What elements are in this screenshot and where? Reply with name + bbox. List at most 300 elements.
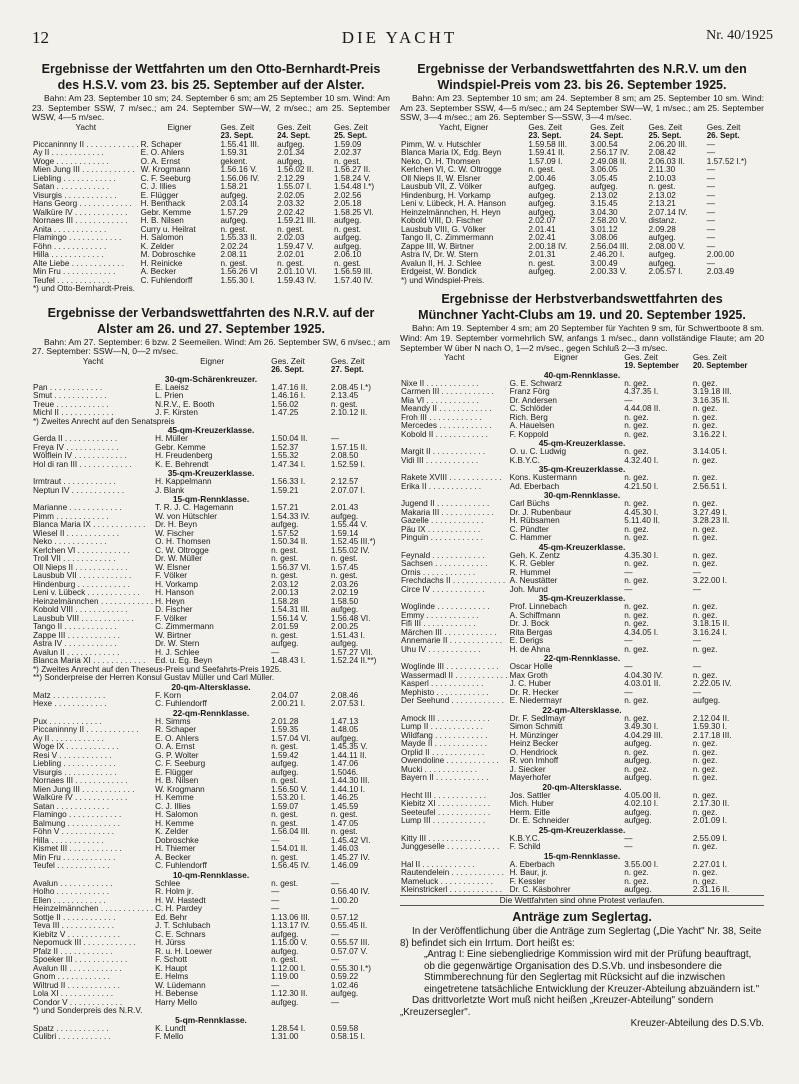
table-cell: 26. Sept.	[271, 366, 305, 375]
table-row	[32, 700, 390, 709]
table-cell: W. Lüdemann	[155, 981, 206, 990]
table-cell: Dr. W. Müller	[155, 555, 202, 564]
table-cell: 2.08.45 I.*)	[330, 383, 371, 392]
table-row	[32, 166, 390, 175]
table-cell: 4.45.30 I.	[624, 508, 659, 517]
table-cell: aufgeg.	[334, 234, 362, 243]
table-cell: Wiltrud II . . . . . . . . . . . .	[33, 981, 120, 990]
table-cell: 1.47.16 II.	[271, 383, 308, 392]
table-cell: K. Zelder	[155, 828, 189, 837]
table-row	[400, 217, 764, 226]
table-row	[32, 444, 390, 453]
table-cell: Neko . . . . . . . . . . . .	[33, 538, 107, 547]
table-row	[32, 478, 390, 487]
table-cell	[400, 132, 527, 141]
table-row	[400, 500, 764, 509]
table-cell: —	[692, 663, 702, 672]
table-row	[32, 735, 390, 744]
table-cell: E. Flügger	[140, 191, 179, 200]
table-cell: Ellen . . . . . . . . . . . .	[33, 896, 106, 905]
table-cell: n. gez.	[692, 603, 718, 612]
table-cell: F. Mello	[155, 1033, 184, 1042]
table-cell: 4.35.30 I.	[624, 551, 659, 560]
table-cell: Dr. R. Hecker	[509, 688, 559, 697]
table-cell: Carl Büchs	[509, 500, 550, 509]
table-cell: 1.12.30 II.	[271, 990, 308, 999]
table-cell: Woglinde III . . . . . . . . . . . .	[401, 663, 499, 672]
table-cell: n. gez.	[692, 645, 718, 654]
table-cell: —	[330, 905, 340, 914]
table-cell: 1.52.45 III.*)	[330, 538, 376, 547]
table-cell: 4.04.30 IV.	[624, 671, 664, 680]
table-cell: 2.03.14	[220, 200, 248, 209]
table-cell: Jugend II . . . . . . . . . . . .	[401, 500, 490, 509]
table-cell: 1.56.33 I.	[271, 478, 306, 487]
table-cell: 1.44.11 II.	[330, 751, 367, 760]
table-cell: —	[706, 208, 715, 217]
obp-heading-1: Ergebnisse der Wettfahrten um den Otto-Bernhardt-Preis	[41, 62, 381, 76]
table-row	[400, 175, 764, 184]
table-cell: Seeteufel . . . . . . . . . . . .	[401, 808, 491, 817]
table-cell: Heinz Becker	[509, 740, 559, 749]
table-cell: 2.02.07	[528, 217, 556, 226]
table-cell: 2.03.12	[271, 580, 299, 589]
table-row	[32, 811, 390, 820]
table-cell: 2.03.32	[277, 200, 305, 209]
table-cell: Oscar Holle	[509, 663, 553, 672]
class-subheading-text: 25-qm-Kreuzerklasse.	[538, 825, 626, 835]
table-cell: Visurgis . . . . . . . . . . . .	[33, 191, 117, 200]
table-cell: —	[271, 888, 280, 897]
table-header	[32, 123, 390, 132]
table-cell: —	[692, 688, 702, 697]
table-cell: E. O. Ahlers	[140, 149, 185, 158]
table-row	[400, 517, 764, 526]
table-cell: 2.01.10 VI.	[277, 268, 317, 277]
table-row	[400, 448, 764, 457]
class-subheading-text: 20-qm-Altersklasse.	[542, 782, 622, 792]
table-cell: 1.54.01 II.	[271, 845, 308, 854]
table-cell: 1.55.33 II.	[220, 234, 257, 243]
table-row	[32, 905, 390, 914]
table-cell	[32, 132, 140, 141]
table-cell: —	[330, 435, 340, 444]
table-cell: 24. Sept.	[277, 132, 311, 141]
table-footnote-text: *) und Windspiel-Preis.	[401, 276, 485, 285]
table-cell: aufgeg.	[590, 183, 618, 192]
table-cell: n. gez.	[624, 765, 649, 774]
table-cell: K. Haupt	[155, 964, 187, 973]
table-cell: Max Groth	[509, 671, 548, 680]
table-cell: n. gest.	[271, 956, 298, 965]
table-cell: F. Korn	[155, 691, 182, 700]
table-cell: 3.15.45	[590, 200, 618, 209]
table-footnote-text: *) und Sonderpreis des N.R.V.	[33, 1007, 143, 1016]
table-cell: n. gez.	[624, 748, 649, 757]
table-cell: n. gest.	[271, 879, 298, 888]
table-row	[32, 999, 390, 1008]
table-cell: n. gez.	[624, 645, 649, 654]
table-cell: n. gest.	[334, 225, 361, 234]
table-cell: 23. Sept.	[528, 132, 562, 141]
table-cell: 1.12.00 I.	[271, 964, 306, 973]
table-cell: Ed. u. Eg. Beyn	[155, 657, 213, 666]
table-cell: 1.52.37	[271, 443, 299, 452]
table-cell: 1.46.16 I.	[271, 392, 306, 401]
table-cell: Satan . . . . . . . . . . . .	[33, 183, 109, 192]
table-row	[400, 260, 764, 269]
table-cell: 1.52.59 I.	[330, 460, 366, 469]
class-subheading-text: 40-qm-Rennklasse.	[543, 370, 621, 380]
table-row	[400, 603, 764, 612]
table-cell: n. gest.	[330, 828, 358, 837]
table-cell: Lump III . . . . . . . . . . . .	[401, 817, 486, 826]
table-cell: aufgeg.	[271, 521, 299, 530]
table-cell: Flamingo . . . . . . . . . . . .	[33, 234, 122, 243]
table-row	[400, 251, 764, 260]
table-cell: n. gez.	[692, 456, 718, 465]
table-cell: F. Koppold	[509, 430, 549, 439]
table-cell: n. gez.	[692, 560, 718, 569]
table-cell: 2.55.09 I.	[692, 834, 727, 843]
class-subheading	[400, 783, 764, 792]
table-cell: W. Elsner	[155, 563, 191, 572]
table-cell: 0.58.15 I.	[330, 1033, 366, 1042]
protest-note	[400, 895, 764, 905]
table-cell: 0.55.45 II.	[330, 922, 368, 931]
table-cell: n. gest.	[271, 853, 298, 862]
table-cell: 3.22.00 I.	[692, 577, 727, 586]
table-cell: Astra IV, Dr. W. Stern	[401, 251, 479, 260]
table-cell: 2.02.24	[220, 242, 248, 251]
table-header	[400, 123, 764, 132]
table-header	[400, 353, 764, 362]
table-row	[400, 637, 764, 646]
table-cell: aufgeg.	[330, 990, 359, 999]
table-cell: 2.08.50	[330, 452, 359, 461]
table-cell: 2.00.21 I.	[271, 700, 306, 709]
table-cell: Simon Schmitt	[509, 723, 563, 732]
table-cell: Astra IV . . . . . . . . . . . .	[33, 640, 117, 649]
table-cell: Mayerhofer	[509, 774, 552, 783]
table-cell: 1.59.21	[271, 486, 299, 495]
table-cell: Michl II . . . . . . . . . . . .	[33, 409, 114, 418]
table-cell: 3.00.54	[590, 140, 618, 149]
table-cell: Ges. Zeit	[706, 123, 741, 133]
table-cell: 1.59.09	[334, 140, 362, 149]
table-cell: 1.56.37 VI.	[271, 563, 311, 572]
table-row	[32, 948, 390, 957]
magazine-title: DIE YACHT	[341, 28, 458, 47]
class-subheading	[400, 439, 764, 448]
table-row	[32, 141, 390, 150]
table-row	[32, 209, 390, 218]
table-cell: gekent.	[220, 157, 248, 166]
table-row	[400, 141, 764, 150]
table-cell: aufgeg.	[330, 734, 359, 743]
table-cell: aufgeg.	[624, 774, 652, 783]
table-row	[32, 268, 390, 277]
table-cell: n. gest.	[277, 259, 305, 268]
table-row	[400, 569, 764, 578]
class-subheading	[400, 491, 764, 500]
table-cell: Holho . . . . . . . . . . . .	[33, 888, 109, 897]
table-cell: E. Flügger	[155, 768, 193, 777]
table-row	[400, 749, 764, 758]
table-cell: Pimm, W. v. Hutschler	[401, 140, 481, 149]
class-subheading	[400, 654, 764, 663]
table-row	[32, 504, 390, 513]
table-cell: A. Becker	[155, 853, 191, 862]
table-cell: C. Fuhlendorff	[140, 276, 193, 285]
table-cell: 2.01.31	[528, 251, 556, 260]
table-cell: Spatz . . . . . . . . . . . .	[33, 1024, 109, 1033]
table-cell: Ges. Zeit	[220, 123, 255, 133]
table-cell: 2.10.12 II.	[330, 409, 368, 418]
table-cell: Balmung . . . . . . . . . . . .	[33, 819, 120, 828]
table-row	[400, 457, 764, 466]
table-row	[32, 226, 390, 235]
table-cell: 2.02.01	[277, 251, 305, 260]
table-cell: Kerlchen VI, C. W. Oltrogge	[401, 166, 502, 175]
obp-table	[32, 123, 390, 294]
table-cell: R. von Imhoff	[509, 757, 559, 766]
table-cell: 1.19.00	[271, 973, 299, 982]
table-cell: 4.03.01 II.	[624, 680, 661, 689]
table-cell: Ed. Behr	[155, 913, 187, 922]
table-row	[32, 564, 390, 573]
table-row	[400, 158, 764, 167]
table-cell: 2.56.51 I.	[692, 482, 727, 491]
table-cell: 1.56.27 II.	[334, 166, 371, 175]
table-row	[400, 560, 764, 569]
table-cell: Kiebitz XI . . . . . . . . . . . .	[401, 800, 491, 809]
table-row	[400, 697, 764, 706]
table-row	[32, 640, 390, 649]
table-cell: Ges. Zeit	[330, 357, 365, 367]
table-cell: E. Derigs	[509, 637, 544, 646]
table-cell: —	[624, 834, 633, 843]
table-cell: F. Schott	[155, 956, 187, 965]
class-subheading-text: 22-qm-Altersklasse.	[542, 705, 622, 715]
table-row	[400, 577, 764, 586]
table-cell: Zappe III, W. Birtner	[401, 242, 474, 251]
table-cell: Hilla . . . . . . . . . . . .	[33, 836, 104, 845]
table-cell: 2.08.11	[220, 251, 248, 260]
table-cell: F. Völker	[155, 572, 187, 581]
table-cell: O. u. C. Ludwig	[509, 448, 567, 457]
table-cell: Sachsen . . . . . . . . . . . .	[401, 560, 488, 569]
table-cell: n. gez.	[624, 620, 649, 629]
table-cell: Leni v. Lübeck, H. A. Hanson	[401, 200, 506, 209]
table-cell: 3.08.06	[590, 234, 618, 243]
table-cell: 1.57.21	[271, 504, 299, 513]
table-row	[32, 914, 390, 923]
table-cell: 1.56.14 V.	[271, 614, 308, 623]
herbst-heading-1: Ergebnisse der Herbstverbandswettfahrten des	[441, 292, 723, 307]
table-cell: n. gez.	[692, 379, 718, 388]
table-cell: Mich. Huber	[509, 800, 554, 809]
table-cell: 1.59.21 III.	[277, 217, 316, 226]
table-row	[32, 409, 390, 418]
table-cell: 19. September	[624, 362, 679, 371]
table-cell: 1.58.24 V.	[334, 174, 371, 183]
table-cell: n. gez.	[692, 413, 718, 422]
table-cell: n. gest.	[271, 743, 298, 752]
table-cell: aufgeg.	[271, 768, 299, 777]
table-cell: G. P. Wolter	[155, 751, 199, 760]
table-cell: O. A. Ernst	[155, 743, 195, 752]
table-cell: Dr. J. Bock	[509, 620, 550, 629]
table-cell: 23. Sept.	[220, 132, 254, 141]
table-cell: aufgeg.	[624, 808, 652, 817]
table-cell: F. Kessler	[509, 877, 546, 886]
table-cell: aufgeg.	[692, 697, 721, 706]
table-cell: n. gez.	[692, 500, 718, 509]
table-cell: n. gez.	[624, 448, 649, 457]
table-cell: Neptun IV . . . . . . . . . . . .	[33, 486, 125, 495]
table-cell: 2.02.42	[277, 208, 305, 217]
table-cell: Rakete XVIII . . . . . . . . . . . .	[401, 474, 502, 483]
class-subheading	[400, 371, 764, 380]
table-cell: H. Hanson	[155, 589, 194, 598]
table-cell: n. gez.	[624, 534, 649, 543]
table-cell: R. Schaper	[155, 726, 197, 735]
table-cell: —	[624, 843, 633, 852]
table-cell: 4.34.05 I.	[624, 628, 659, 637]
table-row	[400, 397, 764, 406]
table-cell: 3.01.12	[590, 225, 618, 234]
table-cell: —	[624, 585, 633, 594]
table-cell: 2.27.01 I.	[692, 860, 727, 869]
obp-heading-2: des H.S.V. vom 23. bis 25. September auf der Alster.	[57, 78, 365, 92]
table-cell: O. A. Ernst	[140, 157, 181, 166]
table-cell: 1.44.10 I.	[330, 785, 366, 794]
table-cell: 1.59.30 I.	[692, 723, 727, 732]
table-cell: Eigner	[200, 357, 225, 367]
table-cell: Hal II . . . . . . . . . . . .	[401, 860, 475, 869]
table-cell: 1.28.54 I.	[271, 1024, 306, 1033]
table-cell: n. gez.	[692, 525, 718, 534]
table-cell: 2.13.21	[648, 200, 676, 209]
table-cell: Jos. Sattler	[509, 791, 551, 800]
table-cell: —	[271, 836, 280, 845]
table-row	[32, 623, 390, 632]
table-row	[400, 646, 764, 655]
table-row	[400, 715, 764, 724]
table-cell: Leni v. Lübeck . . . . . . . . . . . .	[33, 589, 140, 598]
table-cell: K. E. Behrendt	[155, 460, 209, 469]
table-row	[400, 509, 764, 518]
table-cell: Dr. F. Sedlmayr	[509, 714, 566, 723]
table-row	[32, 251, 390, 260]
table-cell: Blanca Maria IX, Edg. Beyn	[401, 149, 502, 158]
table-row	[32, 435, 390, 444]
table-row	[400, 192, 764, 201]
table-cell: C. Pündter	[509, 525, 549, 534]
table-cell: n. gez.	[692, 740, 718, 749]
table-row	[32, 862, 390, 871]
table-cell: 1.54.48 I.*)	[334, 183, 375, 192]
table-cell: aufgeg.	[528, 200, 556, 209]
issue-number: Nr. 40/1925	[706, 28, 773, 43]
table-cell: 1.59.42	[271, 751, 299, 760]
class-subheading-text: 45-qm-Kreuzerklasse.	[538, 542, 626, 552]
table-cell: 2.07.14 IV.	[648, 208, 688, 217]
table-cell: aufgeg.	[271, 640, 299, 649]
table-cell: n. gez.	[624, 877, 649, 886]
table-cell: W. Krogmann	[140, 166, 191, 175]
table-row	[32, 786, 390, 795]
table-cell: —	[692, 585, 702, 594]
table-cell: 2.10.03	[648, 174, 676, 183]
table-cell: R. u. H. Loewer	[155, 947, 213, 956]
table-cell: aufgeg.	[271, 998, 299, 1007]
table-row	[400, 774, 764, 783]
table-row	[400, 422, 764, 431]
table-cell: 2.05.18	[334, 200, 362, 209]
table-cell: 1.15.00 V.	[271, 939, 308, 948]
table-cell: 1.59.58 III.	[528, 140, 568, 149]
table-cell: 1.57.27 VII.	[330, 648, 373, 657]
table-cell	[154, 366, 270, 375]
table-row	[32, 718, 390, 727]
herbst-table	[400, 353, 764, 906]
table-cell: C. F. Seeburg	[155, 760, 206, 769]
table-cell: Ges. Zeit	[590, 123, 624, 133]
table-row	[32, 175, 390, 184]
table-cell: Hindenburg, H. Vorkamp	[401, 191, 491, 200]
table-cell: 0.55.57 III.	[330, 939, 370, 948]
table-cell: n. gez.	[692, 551, 718, 560]
table-cell: n. gest.	[334, 259, 361, 268]
table-cell: 2.12.29	[277, 174, 305, 183]
table-cell: J. Siecker	[509, 765, 546, 774]
table-cell: 2.04.07	[271, 691, 299, 700]
table-cell: 2.01.43	[330, 504, 359, 513]
table-header-dates	[32, 132, 390, 141]
table-row	[32, 803, 390, 812]
table-cell: Sottje II . . . . . . . . . . . .	[33, 913, 116, 922]
table-cell: F. Schild	[509, 843, 541, 852]
table-footnote-text: *) und Otto-Bernhardt-Preis.	[33, 285, 135, 294]
table-row	[32, 769, 390, 778]
table-cell: Kobold VIII . . . . . . . . . . . .	[33, 606, 128, 615]
table-cell: H. B. Nilsen	[155, 777, 199, 786]
table-row	[32, 794, 390, 803]
table-cell: Amock III . . . . . . . . . . . .	[401, 714, 490, 723]
table-cell: n. gest.	[528, 166, 556, 175]
table-cell: R. Holm jr.	[155, 888, 194, 897]
nrv-heading-1: Ergebnisse der Verbandswettfahrten des N.R.V. auf der	[47, 305, 375, 320]
table-cell: Tango II . . . . . . . . . . . .	[33, 623, 117, 632]
table-header	[32, 357, 390, 366]
table-cell: Walküre IV . . . . . . . . . . . .	[33, 794, 128, 803]
table-cell: A. Eberbach	[509, 860, 555, 869]
table-row	[400, 380, 764, 389]
table-cell: Lump II . . . . . . . . . . . .	[401, 723, 483, 732]
table-cell: n. gest.	[220, 259, 248, 268]
table-row	[400, 792, 764, 801]
nrv-section	[32, 306, 390, 1042]
table-cell: n. gest.	[648, 183, 676, 192]
table-cell: D. Fischer	[155, 606, 193, 615]
table-cell: n. gez.	[692, 611, 718, 620]
table-cell: 1.55.41 III.	[220, 140, 260, 149]
table-cell: Föhn . . . . . . . . . . . .	[33, 242, 107, 251]
seglertag-heading: Anträge zum Seglertag.	[512, 909, 652, 924]
table-cell: C. Fuhlendorff	[155, 862, 207, 871]
